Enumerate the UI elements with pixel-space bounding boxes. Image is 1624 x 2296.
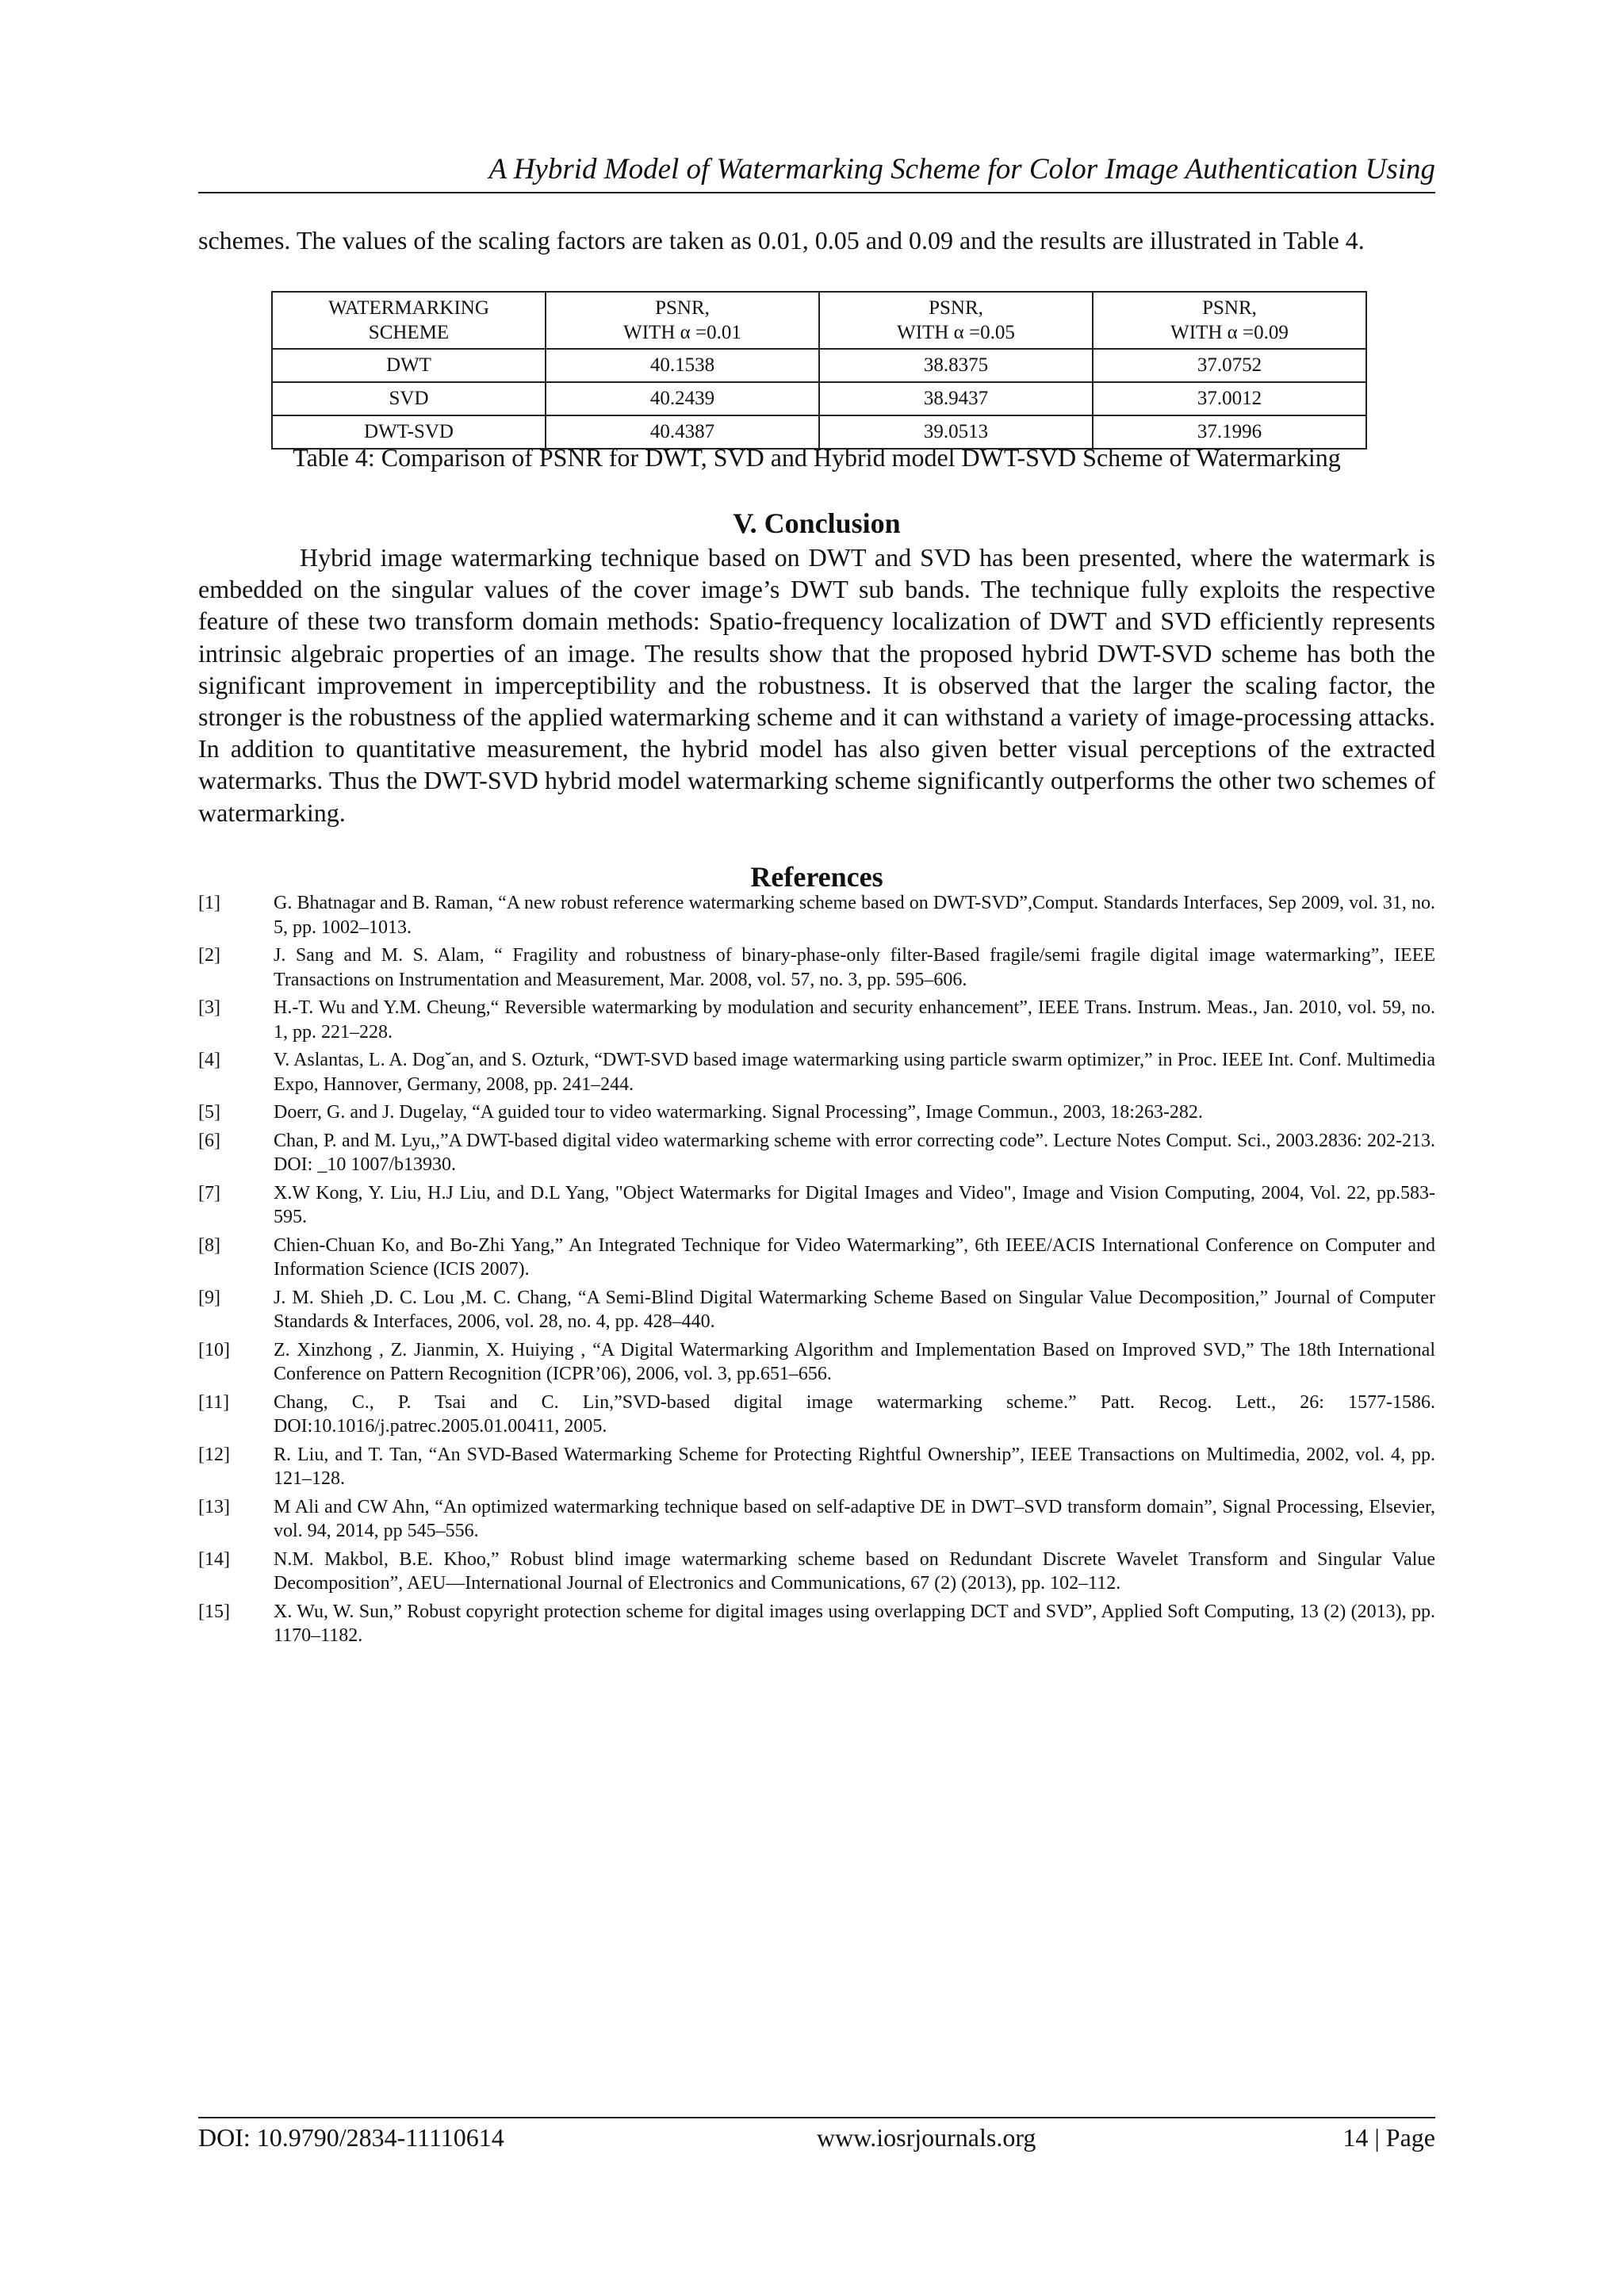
footer-rule	[198, 2117, 1435, 2118]
psnr-table-container	[271, 291, 1367, 450]
table-caption: Table 4: Comparison of PSNR for DWT, SVD and Hybrid model DWT-SVD Scheme of Watermarking	[293, 443, 1341, 472]
reference-text: Chang, C., P. Tsai and C. Lin,”SVD-based digital image watermarking scheme.” Patt. Recog. Lett., 26: 1577-1586. DOI:10.1016/j.patrec.2005.01.00411, 2005.	[274, 1391, 1435, 1437]
list-item	[198, 1181, 1435, 1230]
reference-number: [6]	[198, 1130, 220, 1151]
list-item	[198, 1391, 1435, 1439]
reference-number: [8]	[198, 1234, 220, 1256]
table-header-row	[272, 292, 1366, 349]
list-item	[198, 1495, 1435, 1544]
list-item	[198, 943, 1435, 992]
table-cell: 40.2439	[546, 382, 819, 415]
table-cell: DWT	[272, 349, 546, 382]
reference-list	[198, 891, 1435, 1652]
header-cell-line: WATERMARKING	[328, 297, 489, 319]
table-cell: SVD	[272, 382, 546, 415]
reference-text: X. Wu, W. Sun,” Robust copyright protection scheme for digital images using overlapping DCT and SVD”, Applied Soft Computing, 13 (2) (2013), pp. 1170–1182.	[274, 1601, 1435, 1646]
reference-number: [5]	[198, 1102, 220, 1123]
list-item	[198, 1443, 1435, 1491]
header-cell-line: PSNR,	[655, 297, 710, 319]
reference-number: [1]	[198, 893, 220, 913]
header-rule	[198, 192, 1435, 193]
reference-text: Doerr, G. and J. Dugelay, “A guided tour to video watermarking. Signal Processing”, Image Commun., 2003, 18:263-282.	[274, 1102, 1203, 1123]
reference-text: J. Sang and M. S. Alam, “ Fragility and robustness of binary-phase-only filter-Based fragile/semi fragile digital image watermarking”, IEEE Transactions on Instrumentation and Measurement, Mar. 2008, vol. 57, no. 3, pp. 595–606.	[274, 945, 1435, 990]
header-cell-line: PSNR,	[929, 297, 983, 319]
psnr-table	[271, 291, 1367, 450]
reference-text: V. Aslantas, L. A. Dog˘an, and S. Ozturk, “DWT-SVD based image watermarking using particle swarm optimizer,” in Proc. IEEE Int. Conf. Multimedia Expo, Hannover, Germany, 2008, pp. 241–244.	[274, 1050, 1435, 1095]
header-cell-psnr-001	[546, 292, 819, 349]
reference-text: J. M. Shieh ,D. C. Lou ,M. C. Chang, “A Semi-Blind Digital Watermarking Scheme Based on Singular Value Decomposition,” Journal of Computer Standards & Interfaces, 2006, vol. 28, no. 4, pp. 428–440.	[274, 1287, 1435, 1332]
table-cell: 38.8375	[819, 349, 1093, 382]
reference-number: [12]	[198, 1444, 230, 1465]
list-item	[198, 1286, 1435, 1334]
reference-number: [11]	[198, 1391, 230, 1413]
table-cell: 37.0752	[1093, 349, 1366, 382]
table-cell: 40.1538	[546, 349, 819, 382]
reference-text: R. Liu, and T. Tan, “An SVD-Based Watermarking Scheme for Protecting Rightful Ownership”, IEEE Transactions on Multimedia, 2002, vol. 4, pp. 121–128.	[274, 1444, 1435, 1489]
list-item	[198, 1048, 1435, 1096]
reference-number: [3]	[198, 997, 220, 1018]
table-cell: 37.0012	[1093, 382, 1366, 415]
footer-website: www.iosrjournals.org	[817, 2123, 1036, 2152]
footer-doi: DOI: 10.9790/2834-11110614	[198, 2123, 504, 2152]
reference-text: Chan, P. and M. Lyu,,”A DWT-based digital video watermarking scheme with error correcting code”. Lecture Notes Comput. Sci., 2003.2836: 202-213. DOI: _10 1007/b13930.	[274, 1130, 1435, 1175]
table-row	[272, 382, 1366, 415]
reference-text: G. Bhatnagar and B. Raman, “A new robust reference watermarking scheme based on DWT-SVD”,Comput. Standards Interfaces, Sep 2009, vol. 31, no. 5, pp. 1002–1013.	[274, 893, 1435, 938]
list-item	[198, 1338, 1435, 1387]
list-item	[198, 1129, 1435, 1177]
header-cell-line: WITH α =0.09	[1170, 322, 1289, 343]
reference-number: [15]	[198, 1601, 230, 1622]
list-item	[198, 996, 1435, 1044]
header-cell-line: PSNR,	[1202, 297, 1257, 319]
header-cell-scheme	[272, 292, 546, 349]
list-item	[198, 1234, 1435, 1282]
reference-number: [7]	[198, 1182, 220, 1203]
reference-number: [4]	[198, 1050, 220, 1070]
reference-number: [13]	[198, 1496, 230, 1517]
table-cell: DWT-SVD	[272, 415, 546, 449]
table-cell: 39.0513	[819, 415, 1093, 449]
list-item	[198, 891, 1435, 939]
reference-number: [14]	[198, 1548, 230, 1570]
header-cell-line: SCHEME	[368, 322, 450, 343]
table-cell: 40.4387	[546, 415, 819, 449]
header-cell-line: WITH α =0.01	[623, 322, 741, 343]
list-item	[198, 1548, 1435, 1596]
reference-number: [10]	[198, 1339, 230, 1360]
reference-text: H.-T. Wu and Y.M. Cheung,“ Reversible watermarking by modulation and security enhancement”, IEEE Trans. Instrum. Meas., Jan. 2010, vol. 59, no. 1, pp. 221–228.	[274, 997, 1435, 1043]
reference-text: Chien-Chuan Ko, and Bo-Zhi Yang,” An Integrated Technique for Video Watermarking”, 6th IEEE/ACIS International Conference on Computer and Information Science (ICIS 2007).	[274, 1234, 1435, 1280]
header-cell-line: WITH α =0.05	[897, 322, 1015, 343]
table-cell: 38.9437	[819, 382, 1093, 415]
list-item	[198, 1100, 1435, 1125]
reference-text: X.W Kong, Y. Liu, H.J Liu, and D.L Yang, "Object Watermarks for Digital Images and Video", Image and Vision Computing, 2004, Vol. 22, pp.583-595.	[274, 1182, 1435, 1227]
list-item	[198, 1600, 1435, 1648]
conclusion-paragraph: Hybrid image watermarking technique based on DWT and SVD has been presented, where the watermark is embedded on the singular values of the cover image’s DWT sub bands. The technique fully exploits the respective feature of these two transform domain methods: Spatio-frequency localization of DWT and SVD efficiently represents intrinsic algebraic properties of an image. The results show that the proposed hybrid DWT-SVD scheme has both the significant improvement in imperceptibility and the robustness. It is observed that the larger the scaling factor, the stronger is the robustness of the applied watermarking scheme and it can withstand a variety of image-processing attacks. In addition to quantitative measurement, the hybrid model has also given better visual perceptions of the extracted watermarks. Thus the DWT-SVD hybrid model watermarking scheme significantly outperforms the other two schemes of watermarking.	[198, 543, 1435, 827]
footer-page-number: 14 | Page	[1342, 2123, 1435, 2152]
header-cell-psnr-009	[1093, 292, 1366, 349]
reference-text: N.M. Makbol, B.E. Khoo,” Robust blind image watermarking scheme based on Redundant Discrete Wavelet Transform and Singular Value Decomposition”, AEU—International Journal of Electronics and Communications, 67 (2) (2013), pp. 102–112.	[274, 1548, 1435, 1594]
header-cell-psnr-005	[819, 292, 1093, 349]
conclusion-heading: V. Conclusion	[733, 507, 901, 539]
reference-text: Z. Xinzhong , Z. Jianmin, X. Huiying , “A Digital Watermarking Algorithm and Implementation Based on Improved SVD,” The 18th International Conference on Pattern Recognition (ICPR’06), 2006, vol. 3, pp.651–656.	[274, 1339, 1435, 1384]
reference-number: [2]	[198, 945, 220, 966]
intro-paragraph: schemes. The values of the scaling factors are taken as 0.01, 0.05 and 0.09 and the results are illustrated in Table 4.	[198, 226, 1365, 254]
reference-number: [9]	[198, 1287, 220, 1308]
references-heading: References	[750, 861, 883, 893]
table-row	[272, 349, 1366, 382]
reference-text: M Ali and CW Ahn, “An optimized watermarking technique based on self-adaptive DE in DWT–SVD transform domain”, Signal Processing, Elsevier, vol. 94, 2014, pp 545–556.	[274, 1496, 1435, 1541]
table-cell: 37.1996	[1093, 415, 1366, 449]
running-header: A Hybrid Model of Watermarking Scheme for Color Image Authentication Using	[488, 153, 1435, 186]
